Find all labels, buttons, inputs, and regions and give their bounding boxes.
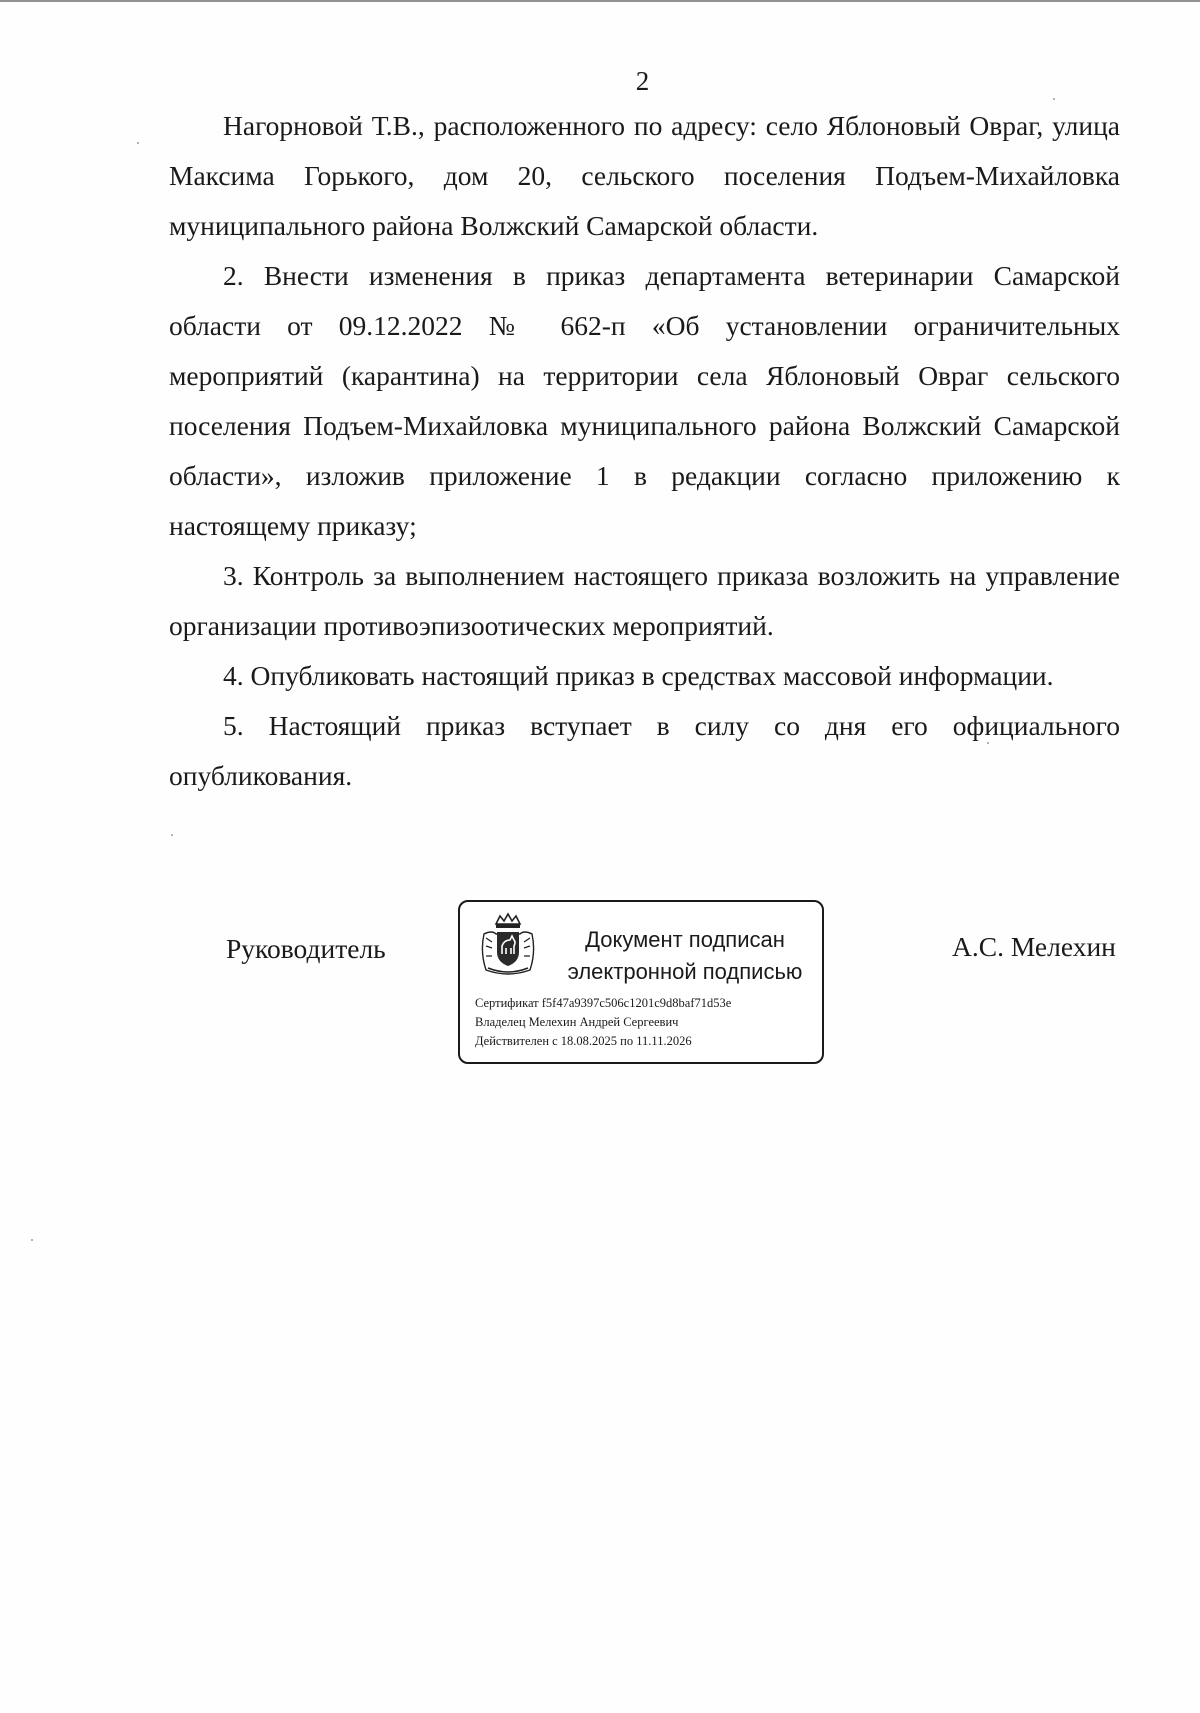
- paragraph-continuation: Нагорновой Т.В., расположенного по адресу: село Яблоновый Овраг, улица Максима Горького, дом 20, сельского поселения Подъем-Михайловка муниципального района Волжский Самарской области.: [169, 110, 1120, 241]
- scan-speck: [137, 142, 139, 144]
- scan-speck: [171, 834, 173, 836]
- paragraph-item-5: 5. Настоящий приказ вступает в силу со дня его официального опубликования.: [169, 710, 1120, 791]
- stamp-validity: Действителен с 18.08.2025 по 11.11.2026: [475, 1034, 692, 1048]
- scan-speck: [987, 742, 989, 744]
- signer-position: Руководитель: [226, 933, 386, 964]
- stamp-details: [475, 994, 731, 1051]
- electronic-signature-stamp: [458, 900, 824, 1064]
- scan-speck: [31, 1239, 33, 1241]
- scan-speck: [1053, 98, 1055, 100]
- page-number: 2: [635, 66, 650, 96]
- document-body: [169, 101, 1120, 801]
- scan-edge-line: [0, 0, 1200, 2]
- stamp-owner: Владелец Мелехин Андрей Сергеевич: [475, 1015, 679, 1029]
- paragraph-item-4: 4. Опубликовать настоящий приказ в средствах массовой информации.: [223, 660, 1054, 691]
- paragraph-item-2: 2. Внести изменения в приказ департамента ветеринарии Самарской области от 09.12.2022 № 662-п «Об установлении ограничительных мероприятий (карантина) на территории села Яблоновый Овраг сельского поселения Подъем-Михайловка муниципального района Волжский Самарской области», изложив приложение 1 в редакции согласно приложению к настоящему приказу;: [169, 260, 1120, 541]
- stamp-title: [560, 924, 810, 988]
- stamp-title-line-1: Документ подписан: [585, 927, 785, 952]
- stamp-title-line-2: электронной подписью: [567, 959, 803, 984]
- signature-block: [0, 900, 1200, 1070]
- samara-region-coat-of-arms-icon: [478, 912, 538, 978]
- paragraph-item-3: 3. Контроль за выполнением настоящего приказа возложить на управление организации противоэпизоотических мероприятий.: [169, 560, 1120, 641]
- stamp-certificate: Сертификат f5f47a9397c506c1201c9d8baf71d53e: [475, 996, 732, 1010]
- signer-name: А.С. Мелехин: [952, 931, 1116, 962]
